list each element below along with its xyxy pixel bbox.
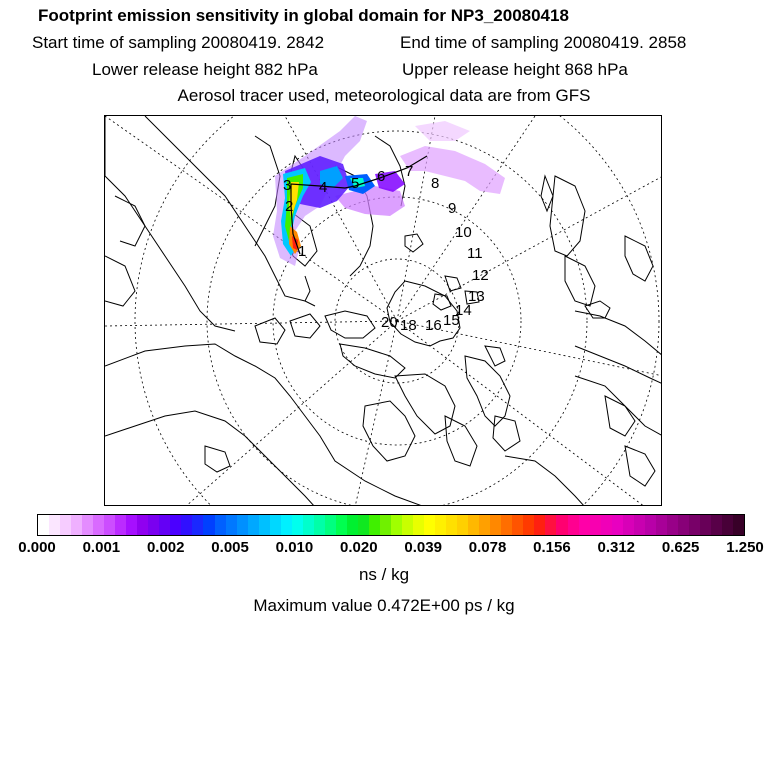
colorbar-cell — [545, 515, 556, 535]
map-title: Footprint emission sensitivity in global domain for NP3_20080418 — [38, 6, 569, 25]
colorbar-cell — [391, 515, 402, 535]
colorbar-cell — [656, 515, 667, 535]
colorbar-cell — [159, 515, 170, 535]
colorbar-cell — [347, 515, 358, 535]
colorbar-cell — [181, 515, 192, 535]
traj-label-5: 5 — [351, 175, 360, 192]
colorbar-cell — [556, 515, 567, 535]
colorbar-cell — [303, 515, 314, 535]
colorbar-cell — [314, 515, 325, 535]
traj-label-2: 2 — [285, 198, 294, 215]
trajectory-labels-layer — [105, 116, 662, 506]
polar-map-panel — [104, 115, 662, 506]
colorbar-cell — [722, 515, 733, 535]
traj-label-8: 8 — [431, 175, 440, 192]
colorbar-cell — [49, 515, 60, 535]
colorbar-cell — [711, 515, 722, 535]
colorbar-tick-label: 0.312 — [597, 539, 636, 556]
colorbar-cell — [115, 515, 126, 535]
traj-label-14: 14 — [455, 302, 472, 319]
colorbar-cell — [402, 515, 413, 535]
colorbar-tick-label: 1.250 — [726, 539, 764, 556]
lower-release-text: Lower release height 882 hPa — [92, 60, 318, 79]
colorbar-cell — [568, 515, 579, 535]
colorbar-tick-label: 0.001 — [82, 539, 121, 556]
traj-label-9: 9 — [448, 200, 457, 217]
colorbar-cell — [534, 515, 545, 535]
colorbar-cell — [446, 515, 457, 535]
colorbar-cell — [270, 515, 281, 535]
colorbar-cell — [590, 515, 601, 535]
colorbar-tick-label: 0.010 — [275, 539, 314, 556]
colorbar-cell — [192, 515, 203, 535]
colorbar-cell — [634, 515, 645, 535]
colorbar-cell — [468, 515, 479, 535]
colorbar-cell — [733, 515, 744, 535]
colorbar-tick-label: 0.002 — [146, 539, 185, 556]
colorbar-cell — [126, 515, 137, 535]
colorbar-units: ns / kg — [358, 565, 410, 584]
colorbar-cell — [678, 515, 689, 535]
colorbar-cell — [259, 515, 270, 535]
colorbar-cell — [523, 515, 534, 535]
traj-label-12: 12 — [472, 267, 489, 284]
colorbar-cell — [215, 515, 226, 535]
colorbar-cell — [148, 515, 159, 535]
traj-label-7: 7 — [405, 163, 414, 180]
colorbar-cell — [226, 515, 237, 535]
colorbar-cell — [104, 515, 115, 535]
colorbar-cell — [369, 515, 380, 535]
colorbar — [37, 514, 745, 536]
colorbar-cell — [137, 515, 148, 535]
colorbar-cell — [645, 515, 656, 535]
colorbar-cell — [170, 515, 181, 535]
traj-label-15: 15 — [443, 312, 460, 329]
traj-label-1: 1 — [298, 243, 307, 260]
colorbar-cell — [512, 515, 523, 535]
colorbar-cell — [325, 515, 336, 535]
colorbar-cell — [601, 515, 612, 535]
colorbar-tick-label: 0.005 — [211, 539, 249, 556]
colorbar-cell — [689, 515, 700, 535]
traj-label-20: 20 — [381, 314, 398, 331]
traj-label-13: 13 — [468, 288, 485, 305]
traj-label-11: 11 — [467, 245, 483, 262]
end-time-text: End time of sampling 20080419. 2858 — [400, 33, 687, 52]
colorbar-cell — [71, 515, 82, 535]
colorbar-tick-label: 0.020 — [340, 539, 378, 556]
colorbar-cell — [60, 515, 71, 535]
colorbar-cell — [82, 515, 93, 535]
colorbar-cell — [667, 515, 678, 535]
colorbar-tick-label: 0.156 — [533, 539, 571, 556]
colorbar-cell — [424, 515, 435, 535]
traj-label-6: 6 — [377, 168, 386, 185]
traj-label-3: 3 — [283, 177, 292, 194]
traj-label-4: 4 — [319, 179, 328, 196]
colorbar-tick-label: 0.078 — [468, 539, 507, 556]
maximum-value-text: Maximum value 0.472E+00 ps / kg — [253, 596, 515, 615]
colorbar-cell — [612, 515, 623, 535]
colorbar-tick-label: 0.625 — [661, 539, 700, 556]
colorbar-cell — [413, 515, 424, 535]
colorbar-cell — [281, 515, 292, 535]
colorbar-cell — [501, 515, 512, 535]
colorbar-cell — [237, 515, 248, 535]
colorbar-cell — [435, 515, 446, 535]
colorbar-cell — [203, 515, 214, 535]
upper-release-text: Upper release height 868 hPa — [402, 60, 628, 79]
colorbar-cell — [358, 515, 369, 535]
start-time-text: Start time of sampling 20080419. 2842 — [32, 33, 325, 52]
traj-label-18: 18 — [400, 317, 417, 334]
traj-label-10: 10 — [455, 224, 472, 241]
colorbar-cell — [336, 515, 347, 535]
colorbar-cell — [479, 515, 490, 535]
colorbar-cell — [490, 515, 501, 535]
colorbar-cell — [38, 515, 49, 535]
aerosol-note-text: Aerosol tracer used, meteorological data are from GFS — [177, 86, 591, 105]
colorbar-cell — [292, 515, 303, 535]
colorbar-cell — [93, 515, 104, 535]
traj-label-16: 16 — [425, 317, 442, 334]
colorbar-cell — [248, 515, 259, 535]
colorbar-tick-label: 0.039 — [404, 539, 442, 556]
colorbar-cell — [380, 515, 391, 535]
colorbar-cell — [700, 515, 711, 535]
colorbar-cell — [623, 515, 634, 535]
colorbar-tick-label: 0.000 — [18, 539, 56, 556]
colorbar-cell — [579, 515, 590, 535]
colorbar-cell — [457, 515, 468, 535]
